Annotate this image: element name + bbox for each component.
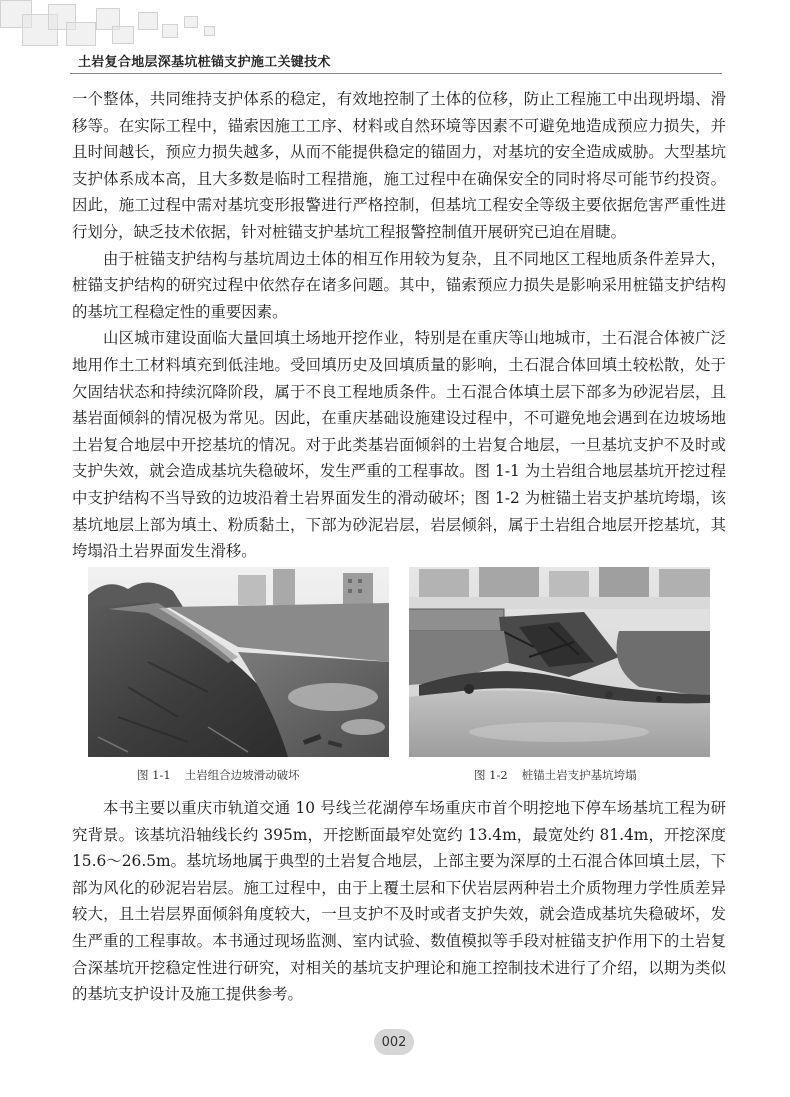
page-number-badge bbox=[374, 1029, 414, 1055]
figure-1-2-text: 桩锚土岩支护基坑垮塌 bbox=[521, 768, 637, 782]
figure-1-2-photo bbox=[409, 567, 710, 757]
page-number: 002 bbox=[381, 1034, 407, 1050]
figure-1-1-text: 土岩组合边坡滑动破坏 bbox=[184, 768, 300, 782]
figure-1-1-number: 图 1-1 bbox=[137, 768, 171, 782]
paragraph-1: 一个整体，共同维持支护体系的稳定，有效地控制了土体的位移，防止工程施工中出现坍塌、滑移等。在实际工程中，锚索因施工工序、材料或自然环境等因素不可避免地造成预应力损失，并且时间越长，预应力损失越多，从而不能提供稳定的锚固力，对基坑的安全造成威胁。大型基坑支护体系成本高，且大多数是临时工程措施，施工过程中在确保安全的同时将尽可能节约投资。因此，施工过程中需对基坑变形报警进行严格控制，但基坑工程安全等级主要依据危害严重性进行划分，缺乏技术依据，针对桩锚支护基坑工程报警控制值开展研究已迫在眉睫。 bbox=[72, 90, 726, 241]
figure-1-2-number: 图 1-2 bbox=[474, 768, 508, 782]
figure-1-1-photo bbox=[88, 567, 389, 757]
body-text-bottom bbox=[72, 795, 726, 1008]
paragraph-2: 由于桩锚支护结构与基坑周边土体的相互作用较为复杂，且不同地区工程地质条件差异大，桩锚支护结构的研究过程中依然存在诸多问题。其中，锚索预应力损失是影响采用桩锚支护结构的基坑工程稳定性的重要因素。 bbox=[72, 249, 726, 321]
paragraph-3: 山区城市建设面临大量回填土场地开挖作业，特别是在重庆等山地城市，土石混合体被广泛地用作土工材料填充到低洼地。受回填历史及回填质量的影响，土石混合体回填土较松散，处于欠固结状态和持续沉降阶段，属于不良工程地质条件。土石混合体填土层下部多为砂泥岩层，且基岩面倾斜的情况极为常见。因此，在重庆基础设施建设过程中，不可避免地会遇到在边坡场地土岩复合地层中开挖基坑的情况。对于此类基岩面倾斜的土岩复合地层，一旦基坑支护不及时或支护失效，就会造成基坑失稳破坏，发生严重的工程事故。图 1-1 为土岩组合地层基坑开挖过程中支护结构不当导致的边坡沿着土岩界面发生的滑动破坏；图 1-2 为桩锚土岩支护基坑垮塌，该基坑地层上部为填土、粉质黏土，下部为砂泥岩层，岩层倾斜，属于土岩组合地层开挖基坑，其垮塌沿土岩界面发生滑移。 bbox=[72, 329, 726, 561]
paragraph-4: 本书主要以重庆市轨道交通 10 号线兰花湖停车场重庆市首个明挖地下停车场基坑工程为研究背景。该基坑沿轴线长约 395m，开挖断面最窄处宽约 13.4m，最宽处约 81.4m，开挖深度 15.6～26.5m。基坑场地属于典型的土岩复合地层，上部主要为深厚的土石混合体回填土层，下部为风化的砂泥岩岩层。施工过程中，由于上覆土层和下伏岩层两种岩土介质物理力学性质差异较大，且土岩层界面倾斜角度较大，一旦支护不及时或者支护失效，就会造成基坑失稳破坏，发生严重的工程事故。本书通过现场监测、室内试验、数值模拟等手段对桩锚支护作用下的土岩复合深基坑开挖稳定性进行研究，对相关的基坑支护理论和施工控制技术进行了介绍，以期为类似的基坑支护设计及施工提供参考。 bbox=[72, 799, 726, 1004]
body-text-top bbox=[72, 86, 726, 565]
figure-1-2-caption bbox=[474, 767, 637, 783]
header-decoration bbox=[0, 0, 230, 50]
figure-1-1-caption bbox=[137, 767, 300, 783]
header-rule bbox=[70, 73, 722, 74]
running-header: 土岩复合地层深基坑桩锚支护施工关键技术 bbox=[78, 55, 331, 70]
